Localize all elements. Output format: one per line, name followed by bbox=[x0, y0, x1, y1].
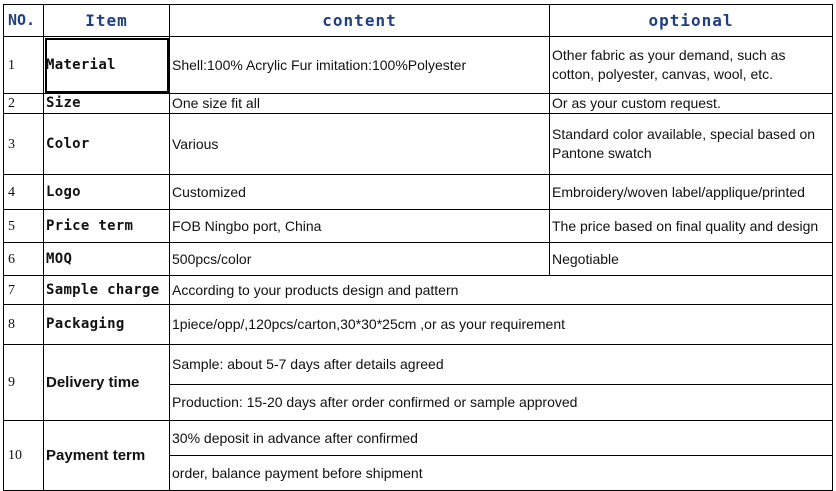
table-row bbox=[4, 243, 833, 276]
optional-cell[interactable]: Other fabric as your demand, such as cotton, polyester, canvas, wool, etc. bbox=[550, 37, 833, 94]
table-row bbox=[4, 276, 833, 305]
table-row bbox=[4, 37, 833, 94]
item-cell[interactable]: Color bbox=[44, 114, 170, 175]
row-number: 6 bbox=[4, 243, 44, 276]
item-cell[interactable]: Sample charge bbox=[44, 276, 170, 305]
optional-cell[interactable]: Or as your custom request. bbox=[550, 94, 833, 114]
content-cell[interactable]: 500pcs/color bbox=[170, 243, 550, 276]
row-number: 2 bbox=[4, 94, 44, 114]
row-number: 7 bbox=[4, 276, 44, 305]
table-row bbox=[4, 305, 833, 345]
content-cell[interactable]: 1piece/opp/,120pcs/carton,30*30*25cm ,or as your requirement bbox=[170, 305, 833, 345]
header-content: content bbox=[170, 5, 550, 37]
item-cell-material[interactable]: Material bbox=[44, 37, 170, 94]
row-number: 10 bbox=[4, 421, 44, 491]
content-line[interactable]: Sample: about 5-7 days after details agreed bbox=[170, 345, 833, 385]
content-line[interactable]: Production: 15-20 days after order confirmed or sample approved bbox=[170, 385, 833, 421]
item-cell[interactable]: Size bbox=[44, 94, 170, 114]
row-number: 9 bbox=[4, 345, 44, 421]
row-number: 3 bbox=[4, 114, 44, 175]
item-cell[interactable]: MOQ bbox=[44, 243, 170, 276]
content-cell[interactable]: Various bbox=[170, 114, 550, 175]
row-number: 5 bbox=[4, 210, 44, 243]
table-row bbox=[4, 175, 833, 210]
table-row bbox=[4, 94, 833, 114]
content-cell[interactable]: Shell:100% Acrylic Fur imitation:100%Polyester bbox=[170, 37, 550, 94]
item-cell[interactable]: Logo bbox=[44, 175, 170, 210]
optional-cell[interactable]: The price based on final quality and design bbox=[550, 210, 833, 243]
row-number: 8 bbox=[4, 305, 44, 345]
spec-table bbox=[3, 4, 833, 491]
table-row bbox=[4, 210, 833, 243]
table-row bbox=[4, 114, 833, 175]
header-item: Item bbox=[44, 5, 170, 37]
content-line[interactable]: 30% deposit in advance after confirmed bbox=[170, 421, 833, 456]
header-row bbox=[4, 5, 833, 37]
item-cell[interactable]: Payment term bbox=[44, 421, 170, 491]
item-cell[interactable]: Delivery time bbox=[44, 345, 170, 421]
content-cell[interactable]: According to your products design and pattern bbox=[170, 276, 833, 305]
row-number: 4 bbox=[4, 175, 44, 210]
optional-cell[interactable]: Negotiable bbox=[550, 243, 833, 276]
table-row bbox=[4, 345, 833, 385]
optional-cell[interactable]: Embroidery/woven label/applique/printed bbox=[550, 175, 833, 210]
header-optional: optional bbox=[550, 5, 833, 37]
item-cell[interactable]: Price term bbox=[44, 210, 170, 243]
optional-cell[interactable]: Standard color available, special based on Pantone swatch bbox=[550, 114, 833, 175]
header-no: NO. bbox=[4, 5, 44, 37]
table-row bbox=[4, 421, 833, 456]
content-line[interactable]: order, balance payment before shipment bbox=[170, 456, 833, 491]
item-cell[interactable]: Packaging bbox=[44, 305, 170, 345]
content-cell[interactable]: One size fit all bbox=[170, 94, 550, 114]
content-cell[interactable]: FOB Ningbo port, China bbox=[170, 210, 550, 243]
content-cell[interactable]: Customized bbox=[170, 175, 550, 210]
row-number: 1 bbox=[4, 37, 44, 94]
